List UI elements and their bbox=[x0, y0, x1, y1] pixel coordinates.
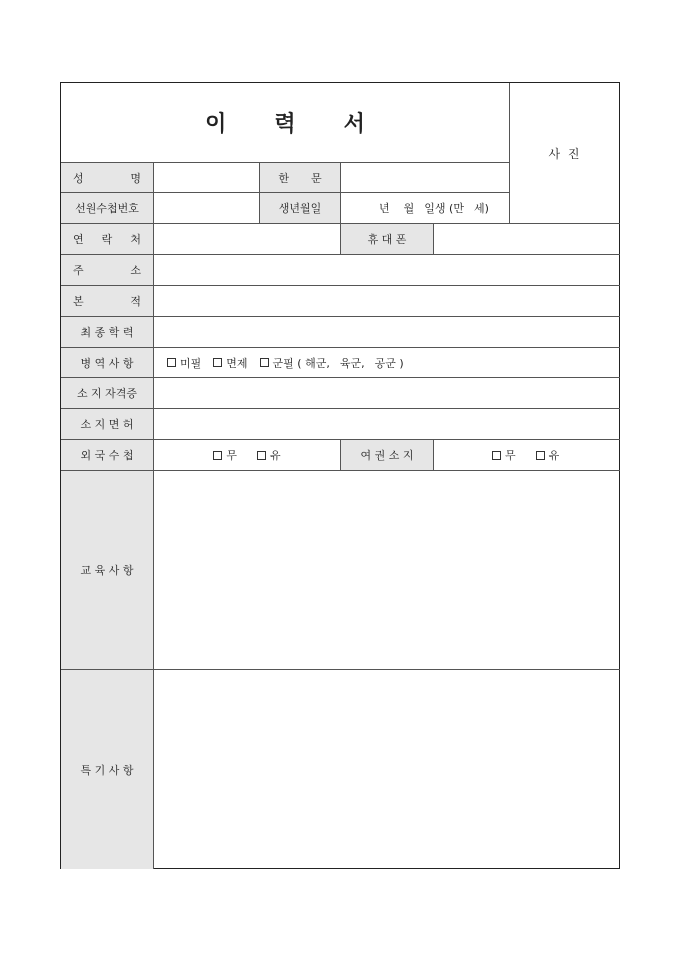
military-served-airforce: 공군 ) bbox=[374, 356, 404, 370]
foreign-book-yes-checkbox[interactable] bbox=[257, 451, 266, 460]
remarks-field[interactable] bbox=[154, 670, 620, 869]
military-field bbox=[154, 348, 620, 378]
name-label-2: 명 bbox=[130, 171, 141, 185]
address-label bbox=[61, 255, 154, 286]
passport-field bbox=[434, 440, 620, 471]
foreign-book-field bbox=[154, 440, 341, 471]
mobile-field[interactable] bbox=[434, 224, 620, 255]
certificates-label-text: 소 지 자격증 bbox=[76, 387, 138, 400]
education-final-field[interactable] bbox=[154, 317, 620, 348]
training-label-text: 교 육 사 항 bbox=[80, 564, 134, 577]
hanmun-label-text: 한 문 bbox=[278, 171, 322, 185]
birth-label-text: 생년월일 bbox=[278, 202, 322, 215]
military-served-checkbox[interactable] bbox=[260, 358, 269, 367]
address-field[interactable] bbox=[154, 255, 620, 286]
military-exempt-label: 면제 bbox=[226, 356, 248, 370]
name-field[interactable] bbox=[154, 163, 260, 193]
title-char-1: 이 bbox=[205, 112, 227, 137]
licenses-label bbox=[61, 409, 154, 440]
remarks-label bbox=[61, 670, 154, 869]
military-label-text: 병 역 사 항 bbox=[80, 356, 134, 370]
military-served-army: 육군, bbox=[339, 356, 365, 370]
training-label bbox=[61, 471, 154, 670]
birth-day: 일생 (만 bbox=[424, 202, 464, 215]
domicile-label-2: 적 bbox=[130, 295, 141, 308]
foreign-book-no-checkbox[interactable] bbox=[213, 451, 222, 460]
foreign-book-label-text: 외 국 수 첩 bbox=[80, 449, 134, 462]
passport-no-checkbox[interactable] bbox=[492, 451, 501, 460]
name-label bbox=[61, 163, 154, 193]
contact-label-3: 처 bbox=[130, 233, 141, 246]
licenses-field[interactable] bbox=[154, 409, 620, 440]
passport-no-label: 무 bbox=[505, 449, 516, 462]
passport-yes-label: 유 bbox=[548, 449, 560, 462]
licenses-label-text: 소 지 면 허 bbox=[80, 418, 134, 431]
training-field[interactable] bbox=[154, 471, 620, 670]
title-char-2: 력 bbox=[274, 112, 296, 137]
contact-field[interactable] bbox=[154, 224, 341, 255]
passport-label bbox=[341, 440, 434, 471]
birth-month: 월 bbox=[403, 202, 415, 215]
foreign-book-label bbox=[61, 440, 154, 471]
education-final-label-text: 최 종 학 력 bbox=[80, 326, 134, 339]
title-char-3: 서 bbox=[343, 112, 365, 137]
military-exempt-checkbox[interactable] bbox=[213, 358, 222, 367]
contact-label-2: 락 bbox=[101, 233, 113, 246]
education-final-label bbox=[61, 317, 154, 348]
domicile-label bbox=[61, 286, 154, 317]
military-unserved-checkbox[interactable] bbox=[167, 358, 176, 367]
passport-yes-checkbox[interactable] bbox=[536, 451, 545, 460]
certificates-field[interactable] bbox=[154, 378, 620, 409]
address-label-2: 소 bbox=[130, 264, 141, 277]
remarks-label-text: 특 기 사 항 bbox=[80, 763, 134, 777]
name-label-1: 성 bbox=[73, 171, 84, 185]
photo-box[interactable] bbox=[510, 83, 620, 224]
contact-label-1: 연 bbox=[73, 233, 84, 246]
foreign-book-yes-label: 유 bbox=[270, 449, 281, 462]
military-served-navy: 군필 ( 해군, bbox=[272, 356, 330, 370]
passport-label-text: 여 권 소 지 bbox=[360, 449, 414, 462]
page-title bbox=[61, 83, 510, 163]
seaman-no-label bbox=[61, 193, 154, 224]
hanmun-field[interactable] bbox=[341, 163, 510, 193]
birth-year: 년 bbox=[379, 202, 390, 215]
military-label bbox=[61, 348, 154, 378]
address-label-1: 주 bbox=[73, 264, 84, 277]
mobile-label bbox=[341, 224, 434, 255]
resume-form bbox=[60, 82, 620, 869]
seaman-no-label-text: 선원수첩번호 bbox=[75, 202, 139, 215]
military-unserved-label: 미필 bbox=[180, 356, 202, 370]
birth-field[interactable] bbox=[341, 193, 510, 224]
certificates-label bbox=[61, 378, 154, 409]
birth-label bbox=[260, 193, 341, 224]
domicile-label-1: 본 bbox=[73, 295, 84, 308]
foreign-book-no-label: 무 bbox=[226, 449, 237, 462]
mobile-label-text: 휴 대 폰 bbox=[367, 233, 407, 246]
birth-age: 세) bbox=[473, 202, 489, 215]
hanmun-label bbox=[260, 163, 341, 193]
domicile-field[interactable] bbox=[154, 286, 620, 317]
photo-label: 사 진 bbox=[548, 146, 582, 161]
seaman-no-field[interactable] bbox=[154, 193, 260, 224]
contact-label bbox=[61, 224, 154, 255]
